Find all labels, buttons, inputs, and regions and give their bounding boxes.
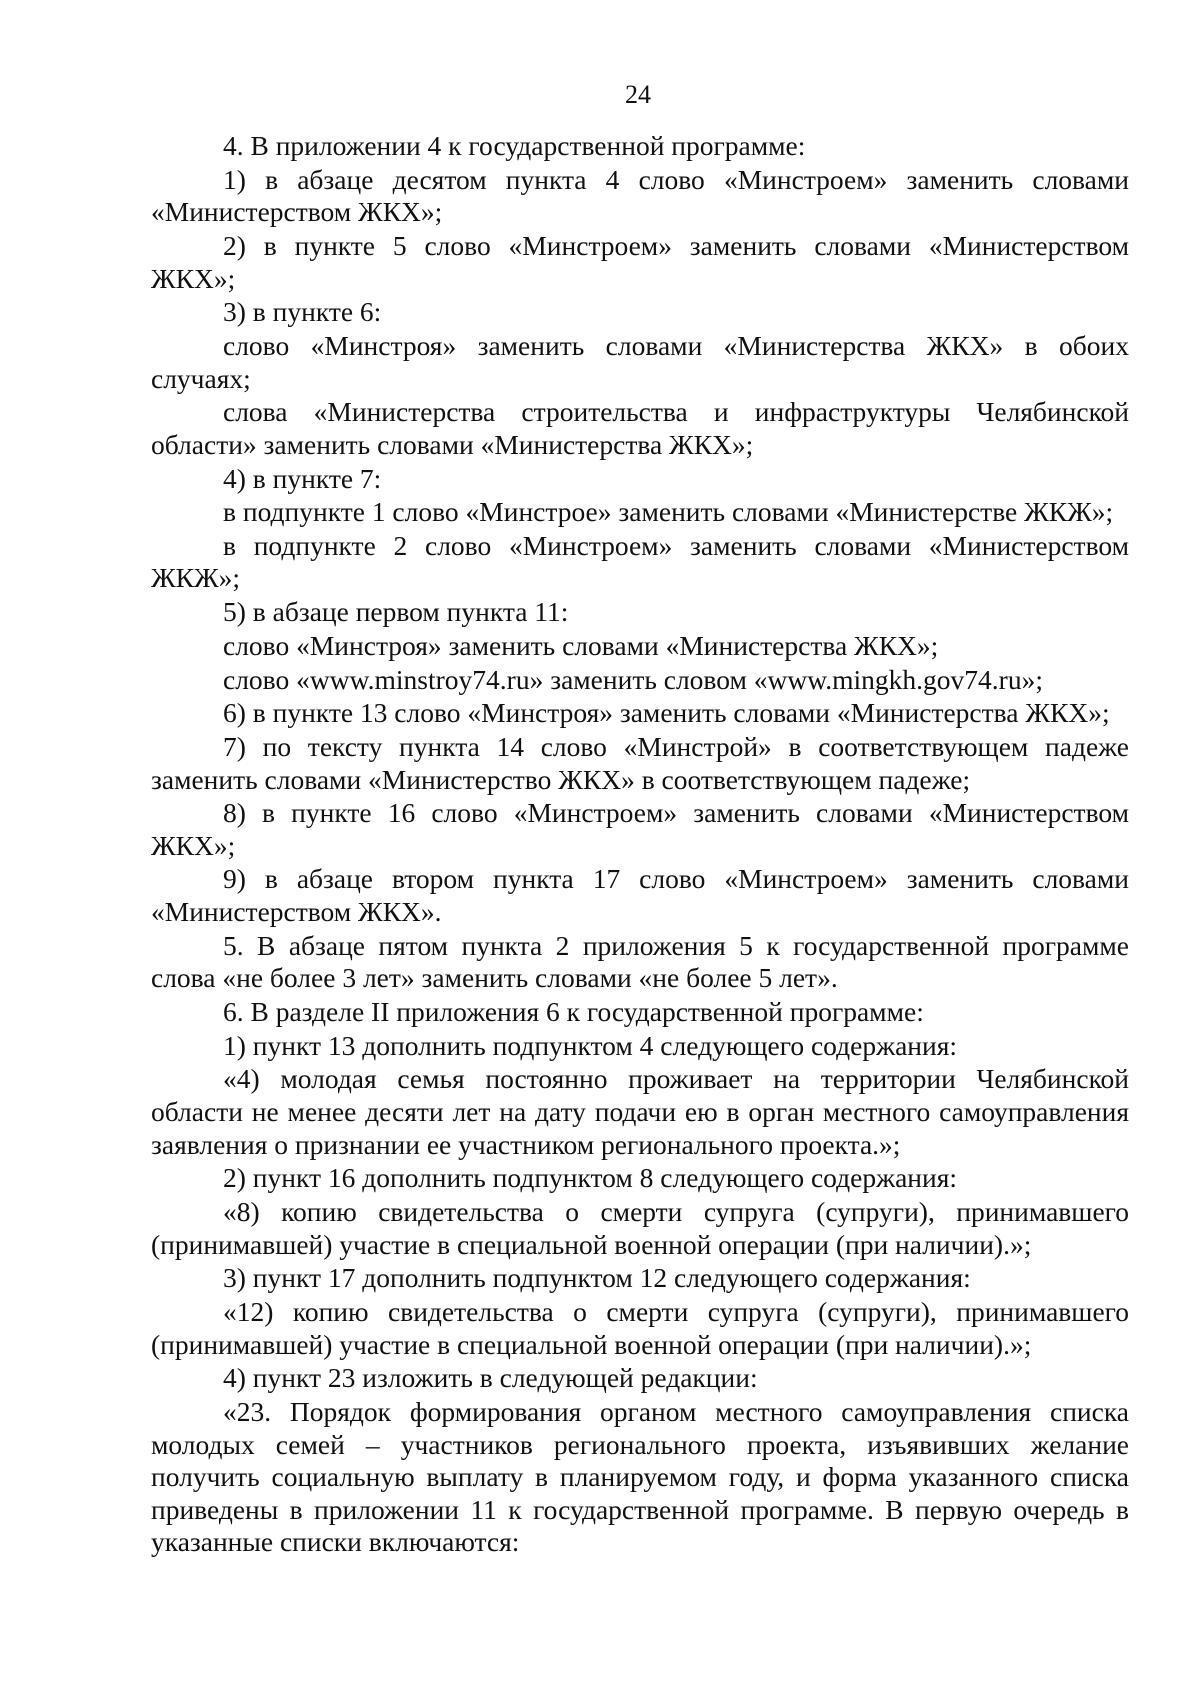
paragraph: 7) по тексту пункта 14 слово «Минстрой» в соответствующем падеже заменить словами «Министерство ЖКХ» в соответствующем падеже;: [151, 730, 1129, 795]
paragraph: в подпункте 1 слово «Минстрое» заменить словами «Министерстве ЖКЖ»;: [223, 496, 1114, 528]
paragraph: «12) копию свидетельства о смерти супруга (супруги), принимавшего (принимавшей) участие в специальной военной операции (при наличии).»;: [151, 1295, 1129, 1360]
paragraph: «4) молодая семья постоянно проживает на территории Челябинской области не менее десяти лет на дату подачи ею в орган местного самоуправления заявления о признании ее участником регионального проекта.»;: [151, 1063, 1129, 1160]
paragraph: 5) в абзаце первом пункта 11:: [223, 596, 569, 628]
paragraph: в подпункте 2 слово «Минстроем» заменить словами «Министерством ЖКЖ»;: [151, 529, 1129, 594]
paragraph: 8) в пункте 16 слово «Минстроем» заменить словами «Министерством ЖКХ»;: [151, 797, 1129, 861]
paragraph: 4) пункт 23 изложить в следующей редакции:: [223, 1362, 758, 1394]
paragraph: слова «Министерства строительства и инфраструктуры Челябинской области» заменить словами «Министерства ЖКХ»;: [151, 396, 1129, 460]
paragraph: 4) в пункте 7:: [223, 462, 382, 494]
document-body: [151, 130, 1129, 1560]
paragraph: 4. В приложении 4 к государственной программе:: [223, 130, 806, 161]
paragraph: «23. Порядок формирования органом местного самоуправления списка молодых семей – участников регионального проекта, изъявивших желание получить социальную выплату в планируемом году, и форма указанного списка приведены в приложении 11 к государственной программе. В первую очередь в указанные списки включаются:: [151, 1395, 1129, 1558]
paragraph: 9) в абзаце втором пункта 17 слово «Минстроем» заменить словами «Министерством ЖКХ».: [151, 863, 1129, 928]
paragraph: слово «www.minstroy74.ru» заменить словом «www.mingkh.gov74.ru»;: [223, 663, 1043, 695]
paragraph: 1) пункт 13 дополнить подпунктом 4 следующего содержания:: [223, 1029, 958, 1061]
paragraph: слово «Минстроя» заменить словами «Министерства ЖКХ» в обоих случаях;: [151, 329, 1129, 394]
paragraph: 3) в пункте 6:: [223, 296, 382, 328]
page-number: 24: [625, 80, 651, 109]
paragraph: 6) в пункте 13 слово «Минстроя» заменить словами «Министерства ЖКХ»;: [223, 697, 1110, 729]
paragraph: 3) пункт 17 дополнить подпунктом 12 следующего содержания:: [223, 1262, 971, 1294]
paragraph: 2) пункт 16 дополнить подпунктом 8 следующего содержания:: [223, 1162, 958, 1194]
paragraph: 2) в пункте 5 слово «Минстроем» заменить словами «Министерством ЖКХ»;: [151, 229, 1129, 294]
paragraph: 1) в абзаце десятом пункта 4 слово «Минстроем» заменить словами «Министерством ЖКХ»;: [151, 163, 1129, 228]
paragraph: 5. В абзаце пятом пункта 2 приложения 5 к государственной программе слова «не более 3 лет» заменить словами «не более 5 лет».: [151, 929, 1129, 994]
paragraph: 6. В разделе II приложения 6 к государственной программе:: [223, 996, 924, 1028]
paragraph: «8) копию свидетельства о смерти супруга (супруги), принимавшего (принимавшей) участие в специальной военной операции (при наличии).»;: [151, 1195, 1129, 1260]
paragraph: слово «Минстроя» заменить словами «Министерства ЖКХ»;: [223, 629, 939, 661]
